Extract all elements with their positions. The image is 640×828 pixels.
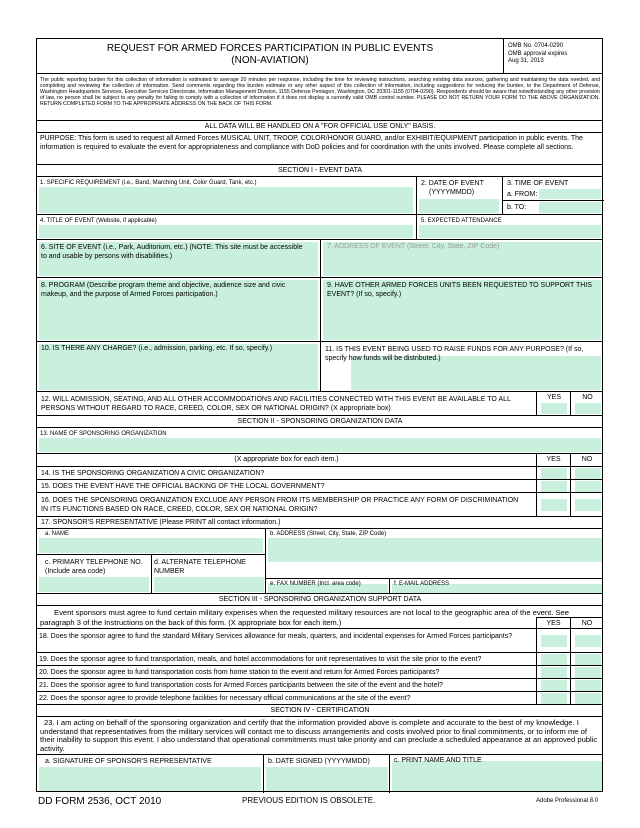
field-19-no-box[interactable]: [575, 654, 601, 665]
field-2-input[interactable]: [419, 199, 499, 213]
form-number: DD FORM 2536, OCT 2010: [38, 796, 162, 807]
section-4-header: SECTION IV - CERTIFICATION: [37, 704, 603, 716]
field-23-certification: 23. I am acting on behalf of the sponsoring organization and certify that the information provided above is complete and accurate to the best of my knowledge. I understand that representatives from the military services will contact me to discuss arrangements and costs involved prior to final commitments, or to inform me of their inability to support this event. I also understand that operational commitments must take priority and can preclude a scheduled appearance at an approved public activity.: [40, 718, 598, 753]
yes-header: YES: [536, 617, 570, 629]
field-6-label: 6. SITE OF EVENT (i.e., Park, Auditorium, etc.) (NOTE: This site must be accessible to and usable by persons with disabilities.): [41, 244, 303, 260]
field-13-input[interactable]: [39, 438, 601, 452]
field-20-no-box[interactable]: [575, 667, 601, 678]
row-17: [37, 516, 603, 528]
row-19: [37, 652, 603, 665]
field-15-no-box[interactable]: [575, 481, 601, 492]
field-21-label: 21. Does the sponsor agree to fund transportation costs for Armed Forces participants between the site of the event and the hotel?: [39, 682, 443, 689]
field-12-no-box[interactable]: [575, 403, 601, 414]
section-3-intro: Event sponsors must agree to fund certain military expenses when the requested military resources are not local to the geographic area of the event. See paragraph 3 of the Instructions on the back of this form. (X appropriate box for each item.): [40, 608, 569, 627]
field-23c-cell: [389, 755, 603, 793]
row-8-9: [37, 277, 603, 341]
row-23: [37, 716, 603, 754]
field-15-yes-box[interactable]: [541, 481, 567, 492]
field-16-yes-box[interactable]: [541, 499, 567, 511]
omb-date: Aug 31, 2013: [508, 58, 544, 64]
previous-edition-note: PREVIOUS EDITION IS OBSOLETE.: [242, 796, 376, 805]
form-title: [37, 43, 503, 67]
omb-box: [503, 39, 603, 73]
field-18-yes-cell: [536, 629, 570, 653]
field-18-no-box[interactable]: [575, 635, 601, 647]
row-x-box-header: [37, 453, 603, 466]
row-14: [37, 466, 603, 479]
field-16-no-box[interactable]: [575, 499, 601, 511]
field-9-label: 9. HAVE OTHER ARMED FORCES UNITS BEEN REQUESTED TO SUPPORT THIS EVENT? (If so, specify.): [327, 282, 592, 298]
field-15-label: 15. DOES THE EVENT HAVE THE OFFICIAL BACKING OF THE LOCAL GOVERNMENT?: [41, 483, 325, 490]
print-name-input[interactable]: [392, 761, 602, 791]
date-signed-input[interactable]: [266, 767, 388, 791]
field-5-cell: [416, 215, 603, 240]
dd-form-2536: [36, 38, 603, 792]
field-5-input[interactable]: [419, 225, 601, 238]
omb-number: OMB No. 0704-0290: [508, 43, 564, 49]
field-17c-input[interactable]: [39, 577, 149, 592]
field-18-yes-box[interactable]: [541, 635, 567, 647]
divider: [503, 200, 604, 201]
row-6-7: [37, 239, 603, 277]
field-20-label: 20. Does the sponsor agree to fund transportation costs from home station to the event and return for Armed Forces participants?: [39, 669, 440, 676]
row-17-a-b: [37, 528, 603, 554]
row-12: [37, 391, 603, 415]
field-17d-cell: [151, 555, 265, 594]
field-2-cell: [416, 177, 502, 215]
field-23b-label: b. DATE SIGNED (YYYYMMDD): [268, 758, 370, 765]
form-title-line1: REQUEST FOR ARMED FORCES PARTICIPATION IN PUBLIC EVENTS: [106, 43, 434, 54]
field-17a-input[interactable]: [39, 538, 263, 553]
row-13: [37, 427, 603, 453]
row-4-5: [37, 214, 603, 239]
row-15: [37, 479, 603, 492]
field-3b-input[interactable]: [539, 202, 601, 213]
field-23b-cell: [263, 755, 389, 793]
field-17b-cell: [265, 529, 603, 579]
field-20-yes-box[interactable]: [541, 667, 567, 678]
field-12-yes-box[interactable]: [541, 403, 567, 414]
field-3a-input[interactable]: [539, 189, 601, 199]
field-8-label: 8. PROGRAM (Describe program theme and objective, audience size and civic makeup, and the purpose of Armed Forces participation.): [41, 282, 286, 298]
purpose-statement: PURPOSE: This form is used to request all Armed Forces MUSICAL UNIT, TROOP, COLOR/HONOR GUARD, and/or EXHIBIT/EQUIPMENT participation in public events. The information is required to evaluate the event for appropriateness and compliance with DoD policies and for coordination with the units involved. Please complete all sections.: [37, 132, 603, 164]
field-17c-label: c. PRIMARY TELEPHONE NO. (Include area code): [45, 559, 143, 575]
field-21-no-box[interactable]: [575, 680, 601, 691]
field-2-label: 2. DATE OF EVENT: [421, 180, 484, 187]
form-title-line2: (NON-AVIATION): [231, 55, 309, 66]
field-17d-input[interactable]: [154, 577, 264, 592]
row-16: [37, 492, 603, 516]
field-1-label: 1. SPECIFIC REQUIREMENT (i.e., Band, Marching Unit, Color Guard, Tank, etc.): [40, 180, 257, 186]
field-14-label: 14. IS THE SPONSORING ORGANIZATION A CIVIC ORGANIZATION?: [41, 470, 265, 477]
x-box-instruction: (X appropriate box for each item.): [234, 456, 339, 463]
no-header: NO: [570, 617, 603, 629]
field-12-label: 12. WILL ADMISSION, SEATING, AND ALL OTHER ACCOMMODATIONS AND FACILITIES CONNECTED WITH THIS EVENT BE AVAILABLE TO ALL PERSONS WITHOUT REGARD TO RACE, CREED, COLOR, SEX OR NATIONAL ORIGIN? (X appropriate box): [41, 396, 511, 412]
field-17e-cell: [265, 579, 389, 594]
row-10-11: [37, 341, 603, 391]
software-note: Adobe Professional 8.0: [536, 798, 599, 804]
section-3-header: SECTION III - SPONSORING ORGANIZATION SUPPORT DATA: [37, 593, 603, 605]
field-18-label: 18. Does the sponsor agree to fund the standard Military Services allowance for meals, quarters, and incidental expenses for Armed Forces participants?: [39, 633, 513, 640]
section-2-header: SECTION II - SPONSORING ORGANIZATION DATA: [37, 415, 603, 427]
field-11-label: 11. IS THIS EVENT BEING USED TO RAISE FUNDS FOR ANY PURPOSE? (If so, specify how funds will be distributed.): [325, 346, 584, 362]
field-1-input[interactable]: [39, 187, 413, 213]
field-12-no-cell: [570, 392, 603, 416]
field-10-label: 10. IS THERE ANY CHARGE? (i.e., admission, parking, etc. If so, specify.): [41, 345, 273, 352]
field-2-sublabel: (YYYYMMDD): [429, 189, 475, 196]
field-17a-label: a. NAME: [45, 531, 70, 537]
row-17-e-f: [265, 578, 603, 593]
field-23c-label: c. PRINT NAME AND TITLE: [394, 757, 482, 764]
yes-header: YES: [546, 394, 561, 401]
no-header: NO: [582, 394, 593, 401]
field-3-cell: [502, 177, 603, 215]
field-22-yes-box[interactable]: [541, 693, 567, 704]
row-18: [37, 628, 603, 652]
field-3a-label: a. FROM:: [507, 191, 538, 198]
field-19-yes-box[interactable]: [541, 654, 567, 665]
field-21-yes-box[interactable]: [541, 680, 567, 691]
yes-header: YES: [536, 454, 570, 467]
field-4-input[interactable]: [39, 225, 413, 238]
row-22: [37, 691, 603, 704]
field-23a-label: a. SIGNATURE OF SPONSOR'S REPRESENTATIVE: [45, 758, 212, 765]
row-1-3: [37, 176, 603, 214]
handling-notice: ALL DATA WILL BE HANDLED ON A "FOR OFFICIAL USE ONLY" BASIS.: [37, 120, 603, 132]
field-4-label: 4. TITLE OF EVENT (Website, if applicable): [40, 218, 157, 224]
row-17-c-d: [37, 554, 265, 593]
field-14-no-box[interactable]: [575, 468, 601, 479]
field-22-no-box[interactable]: [575, 693, 601, 704]
field-22-label: 22. Does the sponsor agree to provide telephone facilities for necessary official communications at the site of the event?: [39, 695, 411, 702]
field-5-label: 5. EXPECTED ATTENDANCE: [421, 218, 502, 224]
omb-approval: OMB approval expires: [508, 50, 568, 57]
field-11-cell: [320, 342, 603, 392]
field-17e-label: e. FAX NUMBER (Incl. area code): [270, 581, 361, 587]
row-23-a-c: [37, 754, 603, 792]
field-9-cell: [320, 278, 603, 342]
field-17d-label: d. ALTERNATE TELEPHONE NUMBER: [154, 559, 246, 575]
field-17b-label: b. ADDRESS (Street, City, State, ZIP Code): [270, 531, 387, 537]
signature-input[interactable]: [39, 767, 261, 791]
field-19-label: 19. Does the sponsor agree to fund transportation, meals, and hotel accommodations for unit representatives to visit the site prior to the event?: [39, 656, 482, 663]
burden-statement: The public reporting burden for this collection of information is estimated to average 20 minutes per response, including the time for reviewing instructions, searching existing data sources, gathering and maintaining the data needed, and completing and reviewing the collection of information. Send comments regarding this burden estimate or any other aspect of this collection of information, including suggestions for reducing the burden, to the Department of Defense, Washington Headquarters Services, Executive Services Directorate, Information Management Division, 1155 Defense Pentagon, Washington, DC 20301-1155 (0704-0290). Respondents should be aware that notwithstanding any other provision of law, no person shall be subject to any penalty for failing to comply with a collection of information if it does not display a currently valid OMB control number. PLEASE DO NOT RETURN YOUR FORM TO THE ABOVE ORGANIZATION. RETURN COMPLETED FORM TO THE APPROPRIATE ADDRESS ON THE BACK OF THIS FORM.: [37, 73, 603, 120]
no-header: NO: [570, 454, 603, 467]
field-14-yes-box[interactable]: [541, 468, 567, 479]
field-3b-label: b. TO:: [507, 204, 527, 211]
field-7-cell: [320, 240, 603, 278]
field-16-no-cell: [570, 493, 603, 517]
row-21: [37, 678, 603, 691]
field-12-yes-cell: [536, 392, 570, 416]
section-1-header: SECTION I - EVENT DATA: [37, 164, 603, 176]
field-17f-label: f. E-MAIL ADDRESS: [394, 581, 450, 587]
field-17-label: 17. SPONSOR'S REPRESENTATIVE (Please PRINT all contact information.): [41, 519, 281, 526]
row-20: [37, 665, 603, 678]
field-7-label: 7. ADDRESS OF EVENT (Street, City, State, ZIP Code): [327, 243, 500, 250]
field-17b-input[interactable]: [268, 538, 602, 562]
field-13-label: 13. NAME OF SPONSORING ORGANIZATION: [40, 431, 167, 437]
field-16-label: 16. DOES THE SPONSORING ORGANIZATION EXCLUDE ANY PERSON FROM ITS MEMBERSHIP OR PRACTICE ANY FORM OF DISCRIMINATION IN ITS FUNCTIONS BASED ON RACE, CREED, COLOR, SEX OR NATIONAL ORIGIN?: [41, 497, 519, 513]
row-section3-intro: [37, 605, 603, 628]
field-16-yes-cell: [536, 493, 570, 517]
field-17f-cell: [389, 579, 603, 594]
field-3-label: 3. TIME OF EVENT: [507, 180, 569, 187]
field-18-no-cell: [570, 629, 603, 653]
